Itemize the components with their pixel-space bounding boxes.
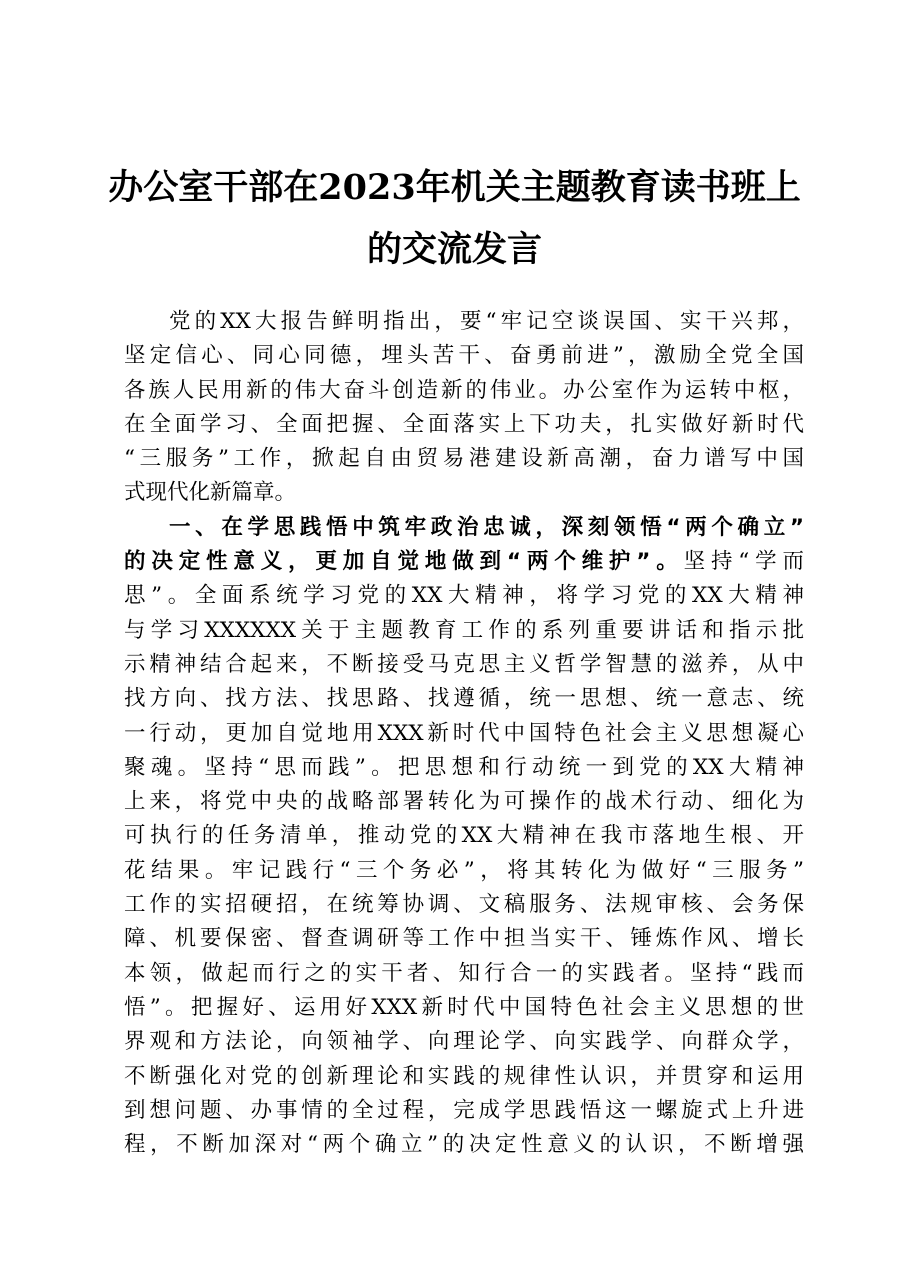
- paragraph-2-line: 不断强化对党的创新理论和实践的规律性认识，并贯穿和运用: [124, 1063, 804, 1089]
- document-title-line-2: 的交流发言: [366, 229, 542, 270]
- paragraph-2-line: 可执行的任务清单，推动党的XX大精神在我市落地生根、开: [124, 823, 804, 849]
- section-1-heading-line-1: 一、在学思践悟中筑牢政治忠诚，深刻领悟“两个确立”: [169, 514, 804, 540]
- paragraph-2-line: 一行动，更加自觉地用XXX新时代中国特色社会主义思想凝心: [124, 720, 804, 746]
- document-body: [124, 305, 804, 1162]
- paragraph-2-line: 到想问题、办事情的全过程，完成学思践悟这一螺旋式上升进: [124, 1097, 804, 1123]
- paragraph-2-line: 与学习XXXXXX关于主题教育工作的系列重要讲话和指示批: [124, 617, 804, 643]
- paragraph-2-line: 聚魂。坚持“思而践”。把思想和行动统一到党的XX大精神: [124, 754, 804, 780]
- paragraph-1-line: 坚定信心、同心同德，埋头苦干、奋勇前进”，激励全党全国: [124, 343, 804, 369]
- section-1-heading-line-2: [124, 545, 804, 579]
- paragraph-1-line: “三服务”工作，掀起自由贸易港建设新高潮，奋力谱写中国: [124, 446, 804, 472]
- paragraph-2-line: 工作的实招硬招，在统筹协调、文稿服务、法规审核、会务保: [124, 892, 804, 918]
- paragraph-1-line: 各族人民用新的伟大奋斗创造新的伟业。办公室作为运转中枢，: [124, 377, 804, 403]
- paragraph-1-line: 在全面学习、全面把握、全面落实上下功夫，扎实做好新时代: [124, 411, 804, 437]
- paragraph-2-line: 思”。全面系统学习党的XX大精神，将学习党的XX大精神: [124, 583, 804, 609]
- paragraph-2-line: 花结果。牢记践行“三个务必”，将其转化为做好“三服务”: [124, 857, 804, 883]
- section-1-heading-text: 的决定性意义，更加自觉地做到“两个维护”。: [124, 549, 684, 575]
- paragraph-1-line: 党的XX大报告鲜明指出，要“牢记空谈误国、实干兴邦，: [169, 309, 804, 334]
- paragraph-2-line: 找方向、找方法、找思路、找遵循，统一思想、统一意志、统: [124, 686, 804, 712]
- paragraph-2-line: 障、机要保密、督查调研等工作中担当实干、锤炼作风、增长: [124, 926, 804, 952]
- paragraph-2-line-tail: 坚持“学而: [683, 549, 804, 575]
- paragraph-2-line: 界观和方法论，向领袖学、向理论学、向实践学、向群众学，: [124, 1029, 804, 1055]
- document-title-line-1: 办公室干部在2023年机关主题教育读书班上: [108, 167, 801, 208]
- paragraph-2-line: 程，不断加深对“两个确立”的决定性意义的认识，不断增强: [124, 1132, 804, 1158]
- paragraph-2-line: 本领，做起而行之的实干者、知行合一的实践者。坚持“践而: [124, 960, 804, 986]
- paragraph-2-line: 示精神结合起来，不断接受马克思主义哲学智慧的滋养，从中: [124, 651, 804, 677]
- paragraph-2-line: 悟”。把握好、运用好XXX新时代中国特色社会主义思想的世: [124, 994, 804, 1020]
- paragraph-2-line: 上来，将党中央的战略部署转化为可操作的战术行动、细化为: [124, 789, 804, 815]
- paragraph-1-line: 式现代化新篇章。: [124, 480, 297, 506]
